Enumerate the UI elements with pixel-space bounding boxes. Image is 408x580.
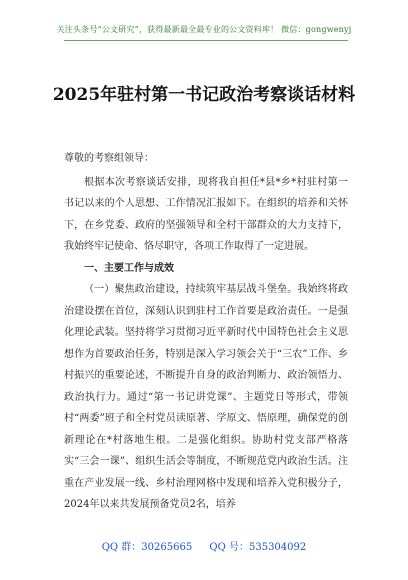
document-title: 2025年驻村第一书记政治考察谈话材料 — [52, 85, 356, 105]
qq-number-text: QQ 号：535304092 — [209, 542, 307, 553]
body-paragraph: （一）聚焦政治建设，持续筑牢基层战斗堡垒。我始终将政治建设摆在首位，深刻认识到驻村工作首要是政治责任。一是强化理论武装。坚持将学习贯彻习近平新时代中国特色社会主义思想作为首要政治任务，特别是深入学习领会关于“三农”工作、乡村振兴的重要论述，不断提升自身的政治判断力、政治领悟力、政治执行力。通过“第一书记讲党课”、主题党日等形式，带领村“两委”班子和全村党员读原著、学原文、悟原理，确保党的创新理论在*村落地生根。二是强化组织。协助村党支部严格落实“三会一课”、组织生活会等制度，不断规范党内政治生活。注重在产业发展一线、乡村治理网格中发现和培养入党积极分子，2024年以来共发展预备党员2名，培养 — [64, 284, 348, 510]
intro-paragraph: 根据本次考察谈话安排，现将我自担任*县*乡*村驻村第一书记以来的个人思想、工作情况汇报如下。在组织的培养和关怀下，在乡党委、政府的坚强领导和全村干部群众的大力支持下，我始终牢记使命、恪尽职守，各项工作取得了一定进展。 — [64, 176, 348, 252]
salutation: 尊敬的考察组领导： — [64, 153, 154, 164]
promo-banner: 关注头条号“公文研究”，获得最新最全最专业的公文资料库！ 微信：gongwenyj — [56, 25, 352, 34]
qq-group-text: QQ 群：30265665 — [101, 542, 193, 553]
contact-footer — [0, 538, 408, 553]
document-body — [64, 148, 348, 516]
section-heading: 一、主要工作与成效 — [84, 262, 174, 274]
banner-divider — [64, 40, 348, 41]
